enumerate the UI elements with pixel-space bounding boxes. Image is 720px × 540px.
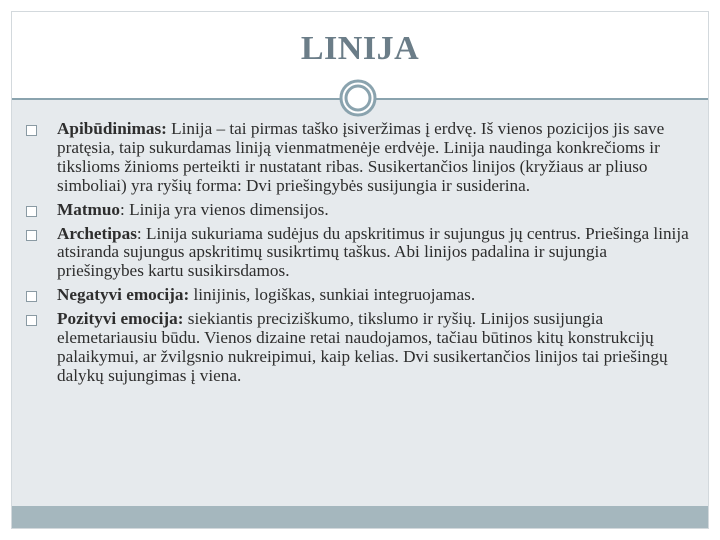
bullet-term: Apibūdinimas:	[57, 119, 167, 138]
bullet-negative-emotion	[26, 286, 698, 305]
bullet-term: Matmuo	[57, 199, 121, 219]
circle-ornament-icon	[339, 79, 377, 117]
square-bullet-icon	[26, 206, 37, 217]
bullet-term: Archetipas	[57, 223, 137, 243]
square-bullet-icon	[26, 291, 37, 302]
bullet-dimension	[26, 201, 698, 220]
slide-title: LINIJA	[300, 30, 420, 67]
bullet-text: : Linija yra vienos dimensijos.	[120, 199, 329, 219]
bullet-term: Pozityvi emocija:	[57, 309, 184, 329]
bullet-positive-emotion	[26, 310, 698, 386]
square-bullet-icon	[26, 125, 37, 136]
square-bullet-icon	[26, 230, 37, 241]
bullet-text: siekiantis preciziškumo, tikslumo ir ryšių. Linijos susijungia elemetariausiu būdu. Vienos dizaine retai naudojamos, tačiau būtinos kitų konstrukcijų palaikymui, ar žvilgsnio nukreipimui, kaip kelias. Dvi susikertančios linijos tai priešingų dalykų sujungimas į viena.	[57, 309, 668, 385]
bullet-text: Linija – tai pirmas taško įsiveržimas į erdvę. Iš vienos pozicijos jis save pratęsia, taip sukurdamas liniją vienmatmenėje erdvėje. Linija naudinga konkrečioms ir tikslioms žinioms perteikti ir nustatant ribas. Susikertančios linijos (kryžiaus ar pliuso simboliai) yra ryšių forma: Dvi priešingybės susijungia ir susiderina.	[57, 119, 665, 195]
bullet-text: linijinis, logiškas, sunkiai integruojamas.	[189, 285, 476, 305]
footer-band	[12, 506, 708, 528]
square-bullet-icon	[26, 315, 37, 326]
bullet-text: : Linija sukuriama sudėjus du apskritimus ir sujungus jų centrus. Priešinga linija atsiranda sujungus apskritimų susikrtimų taškus. Abi linijos padalina ir sujungia priešingybes kartu susikirsdamos.	[57, 223, 689, 281]
bullet-list	[26, 120, 698, 391]
bullet-term: Negatyvi emocija:	[57, 285, 190, 305]
bullet-archetype	[26, 225, 698, 282]
bullet-definition	[26, 120, 698, 196]
